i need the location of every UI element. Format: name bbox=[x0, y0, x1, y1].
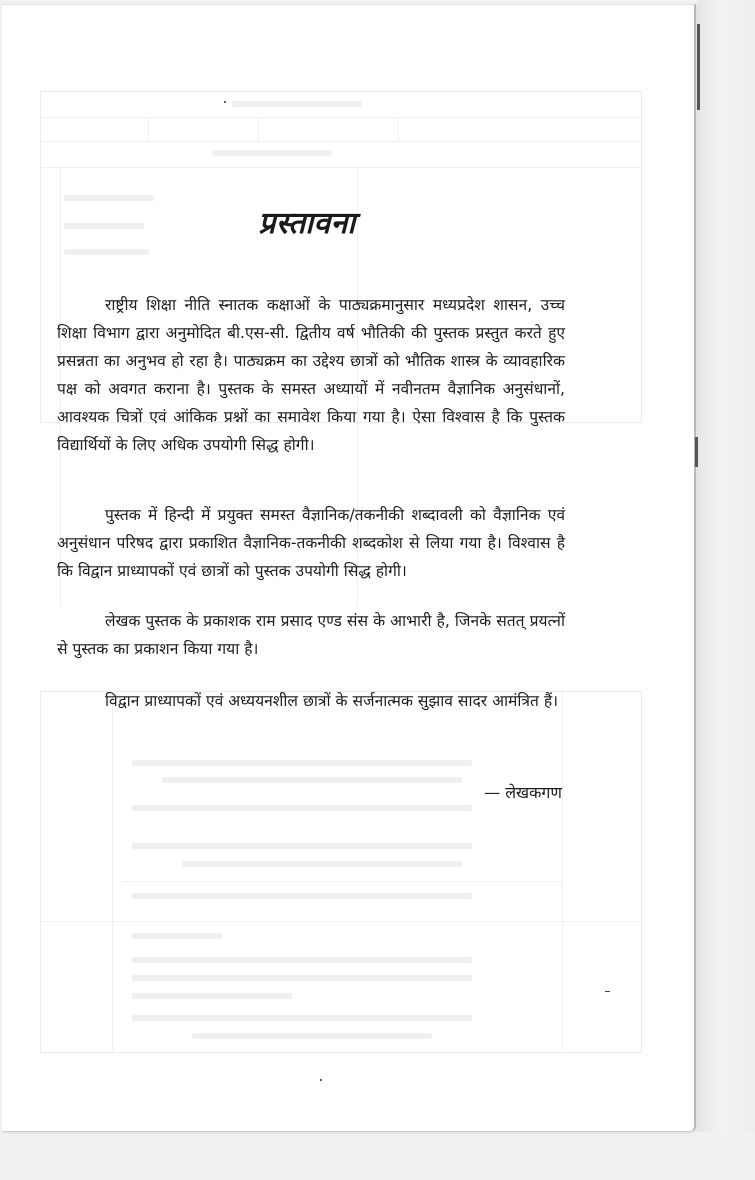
ghost-table-bottom bbox=[40, 691, 642, 1053]
ghost-text bbox=[132, 993, 292, 999]
ghost-text bbox=[232, 101, 362, 107]
paragraph-3: लेखक पुस्तक के प्रकाशक राम प्रसाद एण्ड संस के आभारी है, जिनके सतत् प्रयत्नों से पुस्तक का प्रकाशन किया गया है। bbox=[57, 612, 565, 658]
ghost-col-line bbox=[112, 691, 113, 1051]
book-page bbox=[2, 4, 696, 1132]
page-edge-shadow bbox=[695, 437, 698, 467]
ghost-row-line bbox=[40, 167, 640, 168]
ghost-text bbox=[64, 223, 144, 229]
paragraph-1: राष्ट्रीय शिक्षा नीति स्नातक कक्षाओं के पाठ्यक्रमानुसार मध्यप्रदेश शासन, उच्च शिक्षा विभाग द्वारा अनुमोदित बी.एस-सी. द्वितीय वर्ष भौतिकी की पुस्तक प्रस्तुत करते हुए प्रसन्नता का अनुभव हो रहा है। पाठ्यक्रम का उद्देश्य छात्रों को भौतिक शास्त्र के व्यावहारिक पक्ष को अवगत कराना है। पुस्तक के समस्त अध्यायों में नवीनतम वैज्ञानिक अनुसंधानों, आवश्यक चित्रों एवं आंकिक प्रश्नों का समावेश किया गया है। ऐसा विश्वास है कि पुस्तक विद्यार्थियों के लिए अधिक उपयोगी सिद्ध होगी। bbox=[57, 296, 565, 454]
ghost-text bbox=[64, 195, 154, 201]
ghost-row-line bbox=[122, 881, 562, 882]
page-edge-shadow bbox=[697, 24, 700, 110]
ghost-text bbox=[212, 150, 332, 156]
page-title: प्रस्तावना bbox=[258, 206, 356, 241]
ghost-col-line bbox=[258, 117, 259, 141]
speck-mark bbox=[320, 1079, 322, 1081]
paragraph-2: पुस्तक में हिन्दी में प्रयुक्त समस्त वैज्ञानिक/तकनीकी शब्दावली को वैज्ञानिक एवं अनुसंधान परिषद द्वारा प्रकाशित वैज्ञानिक-तकनीकी शब्दकोश से लिया गया है। विश्वास है कि विद्वान प्राध्यापकों एवं छात्रों को पुस्तक उपयोगी सिद्ध होगी। bbox=[57, 506, 565, 580]
ghost-col-line bbox=[562, 691, 563, 1051]
ghost-row-line bbox=[40, 921, 640, 922]
ghost-text bbox=[182, 861, 462, 867]
signature: — लेखकगण bbox=[484, 783, 562, 802]
speck-mark bbox=[605, 991, 610, 992]
ghost-text bbox=[132, 893, 472, 899]
ghost-text bbox=[132, 975, 472, 981]
ghost-row-line bbox=[40, 117, 640, 118]
ghost-text bbox=[132, 957, 472, 963]
speck-mark bbox=[224, 101, 226, 103]
bottom-scan-margin bbox=[0, 1132, 755, 1180]
paragraph-4: विद्वान प्राध्यापकों एवं अध्ययनशील छात्रों के सर्जनात्मक सुझाव सादर आमंत्रित हैं। bbox=[105, 692, 559, 710]
ghost-text bbox=[132, 843, 472, 849]
ghost-text bbox=[132, 1015, 472, 1021]
ghost-text bbox=[132, 760, 472, 766]
ghost-text bbox=[64, 249, 149, 255]
ghost-row-line bbox=[40, 141, 640, 142]
ghost-col-line bbox=[148, 117, 149, 141]
ghost-col-line bbox=[398, 117, 399, 141]
ghost-text bbox=[192, 1033, 432, 1039]
ghost-text bbox=[162, 777, 462, 783]
ghost-text bbox=[132, 805, 472, 811]
ghost-text bbox=[132, 933, 222, 939]
right-scan-margin bbox=[697, 0, 755, 1180]
